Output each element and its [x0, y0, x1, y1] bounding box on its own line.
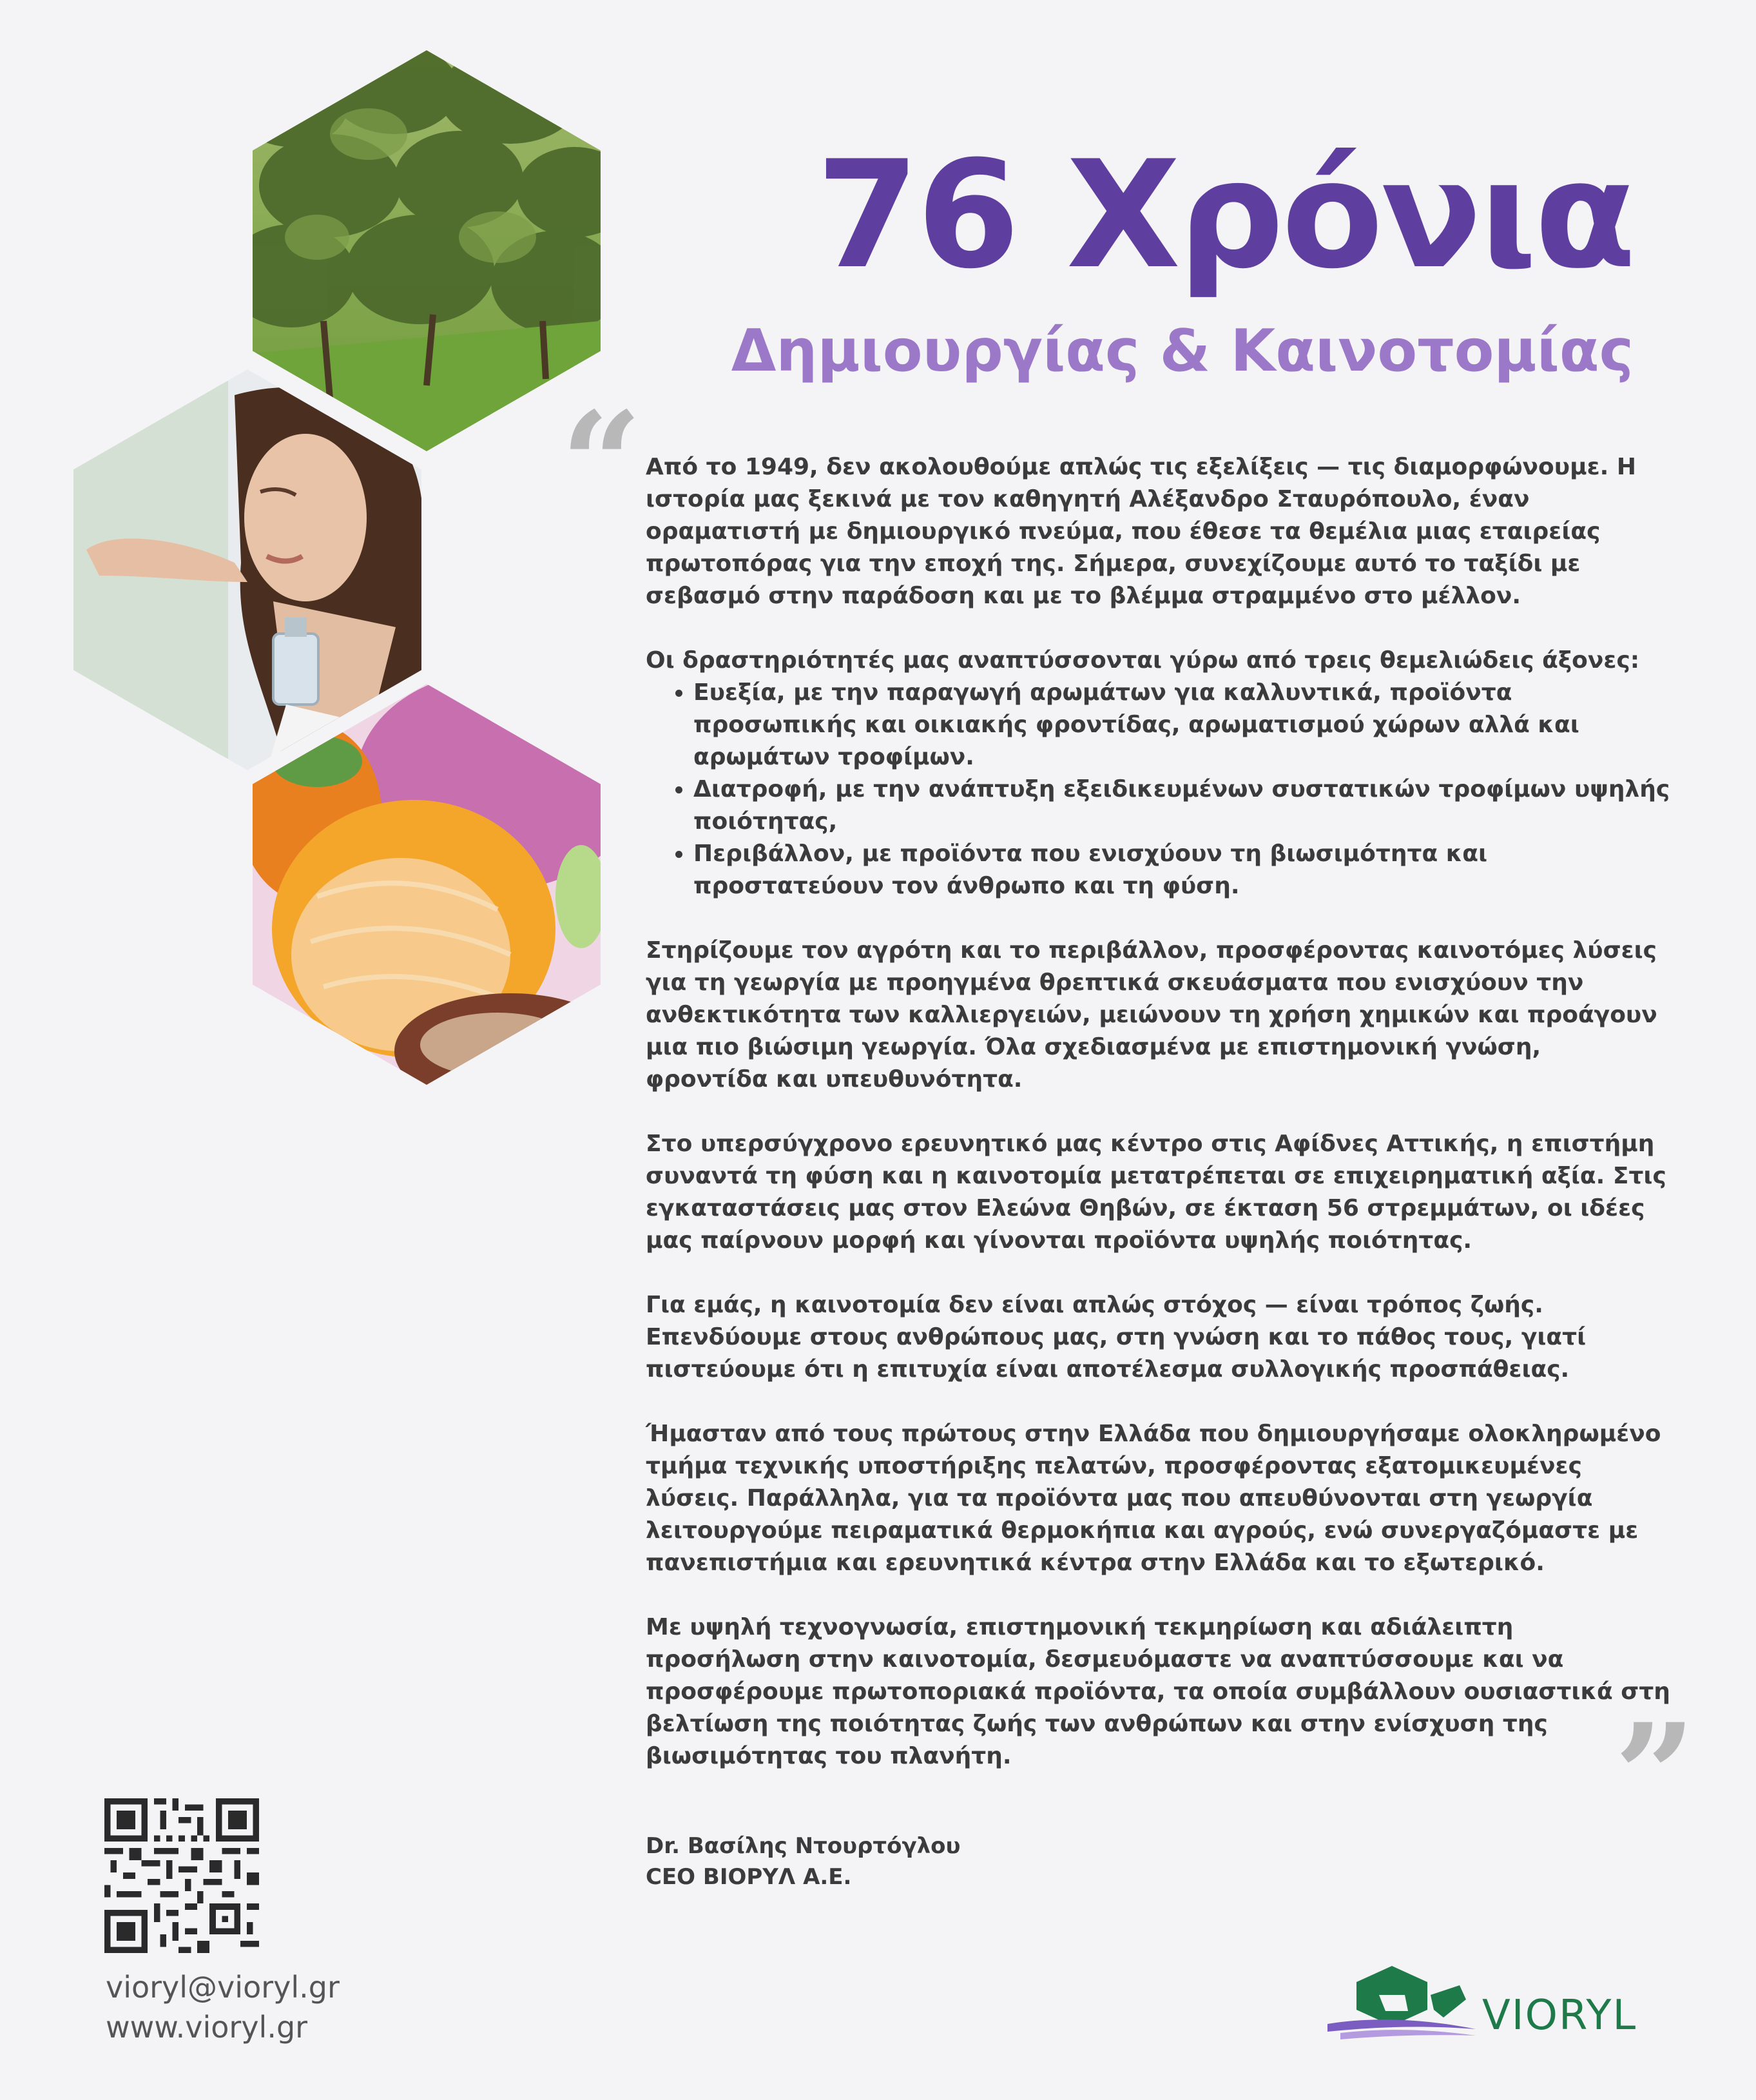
page-title: 76 Χρόνια [816, 130, 1634, 302]
signature-name: Dr. Βασίλης Ντουρτόγλου [646, 1833, 961, 1859]
ice-cream-image [253, 684, 601, 1085]
signature-role: CEO ΒΙΟΡΥΛ Α.Ε. [646, 1864, 852, 1890]
qr-code[interactable] [104, 1798, 259, 1953]
olive-grove-image [253, 50, 601, 451]
open-quote-icon: “ [561, 380, 642, 547]
signature-block [646, 1831, 960, 1892]
list-item-environment: • Περιβάλλον, με προϊόντα που ενισχύουν τη βιωσιμότητα και προστατεύουν τον άνθρωπο και τη φύση. [693, 838, 1670, 902]
close-quote-icon: ” [1614, 1692, 1696, 1859]
list-item-wellness: • Ευεξία, με την παραγωγή αρωμάτων για καλλυντικά, προϊόντα προσωπικής και οικιακής φροντίδας, αρωματισμού χώρων αλλά και αρωμάτων τροφίμων. [693, 677, 1670, 773]
letter-body [646, 451, 1670, 1805]
page-subtitle: Δημιουργίας & Καινοτομίας [731, 317, 1634, 385]
contact-email[interactable]: vioryl@vioryl.gr [106, 1970, 340, 2005]
activities-list [646, 677, 1670, 902]
paragraph-research-center: Στο υπερσύγχρονο ερευνητικό μας κέντρο στις Αφίδνες Αττικής, η επιστήμη συναντά τη φύση και η καινοτομία μετατρέπεται σε επιχειρηματική αξία. Στις εγκαταστάσεις μας στον Ελεώνα Θηβών, σε έκταση 56 στρεμμάτων, οι ιδέες μας παίρνουν μορφή και γίνονται προϊόντα υψηλής ποιότητας. [646, 1131, 1666, 1254]
logo-wordmark: VIORYL [1482, 1992, 1637, 2039]
paragraph-commitment: Με υψηλή τεχνογνωσία, επιστημονική τεκμηρίωση και αδιάλειπτη προσήλωση στην καινοτομία, δεσμευόμαστε να αναπτύσσουμε και να προσφέρουμε πρωτοποριακά προϊόντα, τα οποία συμβάλλουν ουσιαστικά στη βελτίωση της ποιότητας ζωής των ανθρώπων και στην ενίσχυση της βιωσιμότητας του πλανήτη. [646, 1614, 1670, 1769]
contact-block [106, 1967, 340, 2047]
list-item-nutrition: • Διατροφή, με την ανάπτυξη εξειδικευμένων συστατικών τροφίμων υψηλής ποιότητας, [693, 773, 1670, 838]
paragraph-innovation: Για εμάς, η καινοτομία δεν είναι απλώς στόχος — είναι τρόπος ζωής. Επενδύουμε στους ανθρώπους μας, στη γνώση και το πάθος τους, γιατί πιστεύουμε ότι η επιτυχία είναι αποτέλεσμα συλλογικής προσπάθειας. [646, 1292, 1587, 1383]
paragraph-activities-intro: Οι δραστηριότητές μας αναπτύσσονται γύρω από τρεις θεμελιώδεις άξονες: [646, 647, 1640, 674]
paragraph-support: Ήμασταν από τους πρώτους στην Ελλάδα που δημιουργήσαμε ολοκληρωμένο τμήμα τεχνικής υποστήριξης πελατών, προσφέροντας εξατομικευμένες λύσεις. Παράλληλα, για τα προϊόντα μας που απευθύνονται στη γεωργία λειτουργούμε πειραματικά θερμοκήπια και αγρούς, ενώ συνεργαζόμαστε με πανεπιστήμια και ερευνητικά κέντρα στην Ελλάδα και το εξωτερικό. [646, 1421, 1661, 1576]
contact-website[interactable]: www.vioryl.gr [106, 2010, 308, 2045]
woman-perfume-image [73, 369, 421, 770]
paragraph-agriculture: Στηρίζουμε τον αγρότη και το περιβάλλον, προσφέροντας καινοτόμες λύσεις για τη γεωργία με προηγμένα θρεπτικά σκευάσματα που ενισχύουν την ανθεκτικότητα των καλλιεργειών, μειώνουν τη χρήση χημικών και προάγουν μια πιο βιώσιμη γεωργία. Όλα σχεδιασμένα με επιστημονική γνώση, φροντίδα και υπευθυνότητα. [646, 937, 1657, 1093]
paragraph-history: Από το 1949, δεν ακολουθούμε απλώς τις εξελίξεις — τις διαμορφώνουμε. Η ιστορία μας ξεκινά με τον καθηγητή Αλέξανδρο Σταυρόπουλο, έναν οραματιστή με δημιουργικό πνεύμα, που έθεσε τα θεμέλια μιας εταιρείας πρωτοπόρας για την εποχή της. Σήμερα, συνεχίζουμε αυτό το ταξίδι με σεβασμό στην παράδοση και με το βλέμμα στραμμένο στο μέλλον. [646, 454, 1636, 609]
